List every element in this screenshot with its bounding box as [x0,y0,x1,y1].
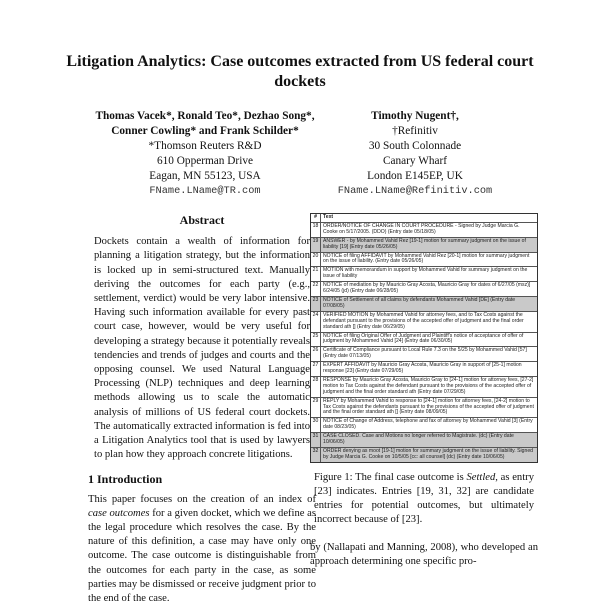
entry-number: 28 [311,377,321,397]
entry-number: 24 [311,312,321,332]
entry-text: Certificate of Compliance pursuant to Local Rule 7.3 on the 5/25 by Mohammed Vahid [57] (Entry date 07/13/05) [323,347,527,360]
abstract-text: Dockets contain a wealth of information for planning a litigation strategy, but the information is locked up in semi-structured text. Manually deriving the outcomes for each party (e.g., settlement, verdict) would be very labor intensive. Having such information available for every past court case, however, would be very useful for developing a strategy because it potentially reveals tendencies and trends of judges and courts and the opposing counsel. We used Natural Language Processing (NLP) techniques and deep learning methods allowing us to scale the automatic analysis of millions of US federal court dockets. The automatically extracted information is fed into a Litigation Analytics tool that is used by lawyers to plan how they approach concrete litigations. [94,236,310,461]
entry-number: 22 [311,282,321,296]
affiliation: †Refinitiv [392,125,438,137]
figure-header-text: Text [323,214,334,220]
entry-number: 31 [311,433,321,447]
entry-text: REPLY by Mohammed Vahid to response to [24-1] motion for attorney fees, [24-2] motion to Tax Costs against the defendants pursuant to the provisions of the accepted offer of judgment and the final order standard ath [] (Entry date 08/09/05) [323,397,534,416]
section-heading-introduction: 1 Introduction [88,472,163,487]
entry-text: NOTICE of mediation by by Mauricio Gray Acosta, Mauricio Gray for dates of 6/27/05 (msz)] 6/24/05 (jd) (Entry date 06/28/05) [323,282,531,295]
entry-text: ANSWER - by Mohammed Vahid Rez [19-1] motion for summary judgment on the issue of liability [19] (Entry date 05/26/05) [323,237,526,250]
table-row [311,377,537,398]
table-row [311,433,537,448]
table-row [311,267,537,282]
entry-text: EXPERT AFFIDAVIT by Mauricio Gray Acosta, Mauricio Gray in support of [25-1] motion response [23] (Entry date 07/29/05) [323,362,522,375]
table-row [311,362,537,377]
right-column [310,213,538,569]
figure-caption [310,471,538,527]
intro-emphasis: case outcomes [88,507,150,519]
figure-header-row [311,214,537,223]
introduction-text [88,493,316,606]
author-block-left [80,109,330,199]
intro-text-part: for a given docket, which we define as the legal procedure which resolves the case. By the nature of this definition, a case may have only one outcome. The case outcome is distinguishable from the outcomes for each party in the case, as some parties may be dismissed or receive judgment prior to the end of the case. [88,507,317,605]
entry-text: NOTICE of filing AFFIDAVIT by Mohammed Vahid Rez [20-1] motion for summary judgment on the issue of liability. (Entry date 05/26/05) [323,252,530,265]
author-names-line1: Timothy Nugent†, [371,110,459,122]
entry-text: NOTICE of Change of Address, telephone and fax of attorney by Mohammed Vahid [3] (Entry date 08/23/05) [323,418,533,431]
table-row [311,347,537,362]
table-row [311,312,537,333]
entry-text: VERIFIED MOTION by Mohammed Vahid for attorney fees, and to Tax Costs against the defendant pursuant to the provisions of the accepted offer of judgment and the final order standard ath [] (Entry date 06/29/05) [323,311,524,330]
address-line2: Canary Wharf [382,155,448,167]
entry-number: 20 [311,253,321,267]
entry-text: NOTICE of filing Original Offer of Judgment and Plaintiff's notice of acceptance of offer of judgment by Mohammed Vahid [24] (Entry date 06/30/05) [323,332,524,345]
paper-title: Litigation Analytics: Case outcomes extracted from US federal court dockets [66,53,534,90]
entry-text: ORDER/NOTICE OF CHANGE IN COURT PROCEDURE - Signed by Judge Marcia G. Cooke on 5/17/2005. (DDO) (Entry date 05/18/05) [323,222,520,235]
table-row [311,448,537,462]
entry-number: 23 [311,297,321,311]
intro-text-part: This paper focuses on the creation of an index of [88,493,316,505]
right-column-body-text: by (Nallapati and Manning, 2008), who developed an approach determining one specific pro- [310,541,538,568]
figure-docket-table [310,213,538,463]
author-names-line1: Thomas Vacek*, Ronald Teo*, Dezhao Song*, [95,110,315,122]
left-column [88,213,316,606]
author-names-line2: Conner Cowling* and Frank Schilder* [111,125,299,137]
figure-header-num: # [311,214,321,222]
entry-number: 32 [311,448,321,462]
table-row [311,333,537,348]
table-row [311,282,537,297]
address-line1: 610 Opperman Drive [157,155,253,167]
entry-number: 29 [311,398,321,418]
entry-number: 26 [311,347,321,361]
table-row [311,297,537,312]
author-block-right [315,109,515,199]
table-row [311,238,537,253]
caption-text-part: Figure 1: The final case outcome is [314,471,467,483]
entry-text: NOTICE of Settlement of all claims by defendants Mohammed Vahid [DE] (Entry date 07/08/05) [323,296,516,309]
author-email: FName.LName@TR.com [149,185,261,197]
entry-number: 21 [311,267,321,281]
entry-number: 30 [311,418,321,432]
entry-text: RESPONSE by Mauricio Gray Acosta, Mauricio Gray to [24-1] motion for attorney fees, [27-2] motion to Tax Costs against the defendant pursuant to the provisions of the accepted offer of judgment and the final order standard ath (Entry date 07/29/05) [323,376,534,395]
address-line2: Eagan, MN 55123, USA [149,170,261,182]
entry-number: 27 [311,362,321,376]
entry-text: ORDER denying as moot [19-1] motion for summary judgment on the issue of liability. Signed by Judge Marcia G. Cooke on 10/5/05 [cc: all counsel] (dc) (Entry date 10/06/05) [323,448,533,460]
address-line1: 30 South Colonnade [368,140,462,152]
caption-emphasis: Settled [466,471,496,483]
author-email: FName.LName@Refinitiv.com [337,185,493,197]
abstract-heading: Abstract [179,213,225,227]
affiliation: *Thomson Reuters R&D [148,140,262,152]
table-row [311,418,537,433]
entry-number: 18 [311,223,321,237]
entry-text: MOTION with memorandum in support by Mohammed Vahid for summary judgment on the issue of liability [323,267,528,280]
entry-number: 19 [311,238,321,252]
caption-text-part: , as entry [23] indicates. Entries [19, 31, 32] are candidate entries for potential outcomes, but ultimately incorrect because of [23]. [314,471,534,525]
entry-text: CASE CLOSED. Case and Motions no longer referred to Magistrate. (dc) (Entry date 10/06/05) [323,433,514,446]
table-row [311,253,537,268]
table-row [311,223,537,238]
entry-number: 25 [311,333,321,347]
address-line3: London E145EP, UK [367,170,463,182]
table-row [311,398,537,419]
